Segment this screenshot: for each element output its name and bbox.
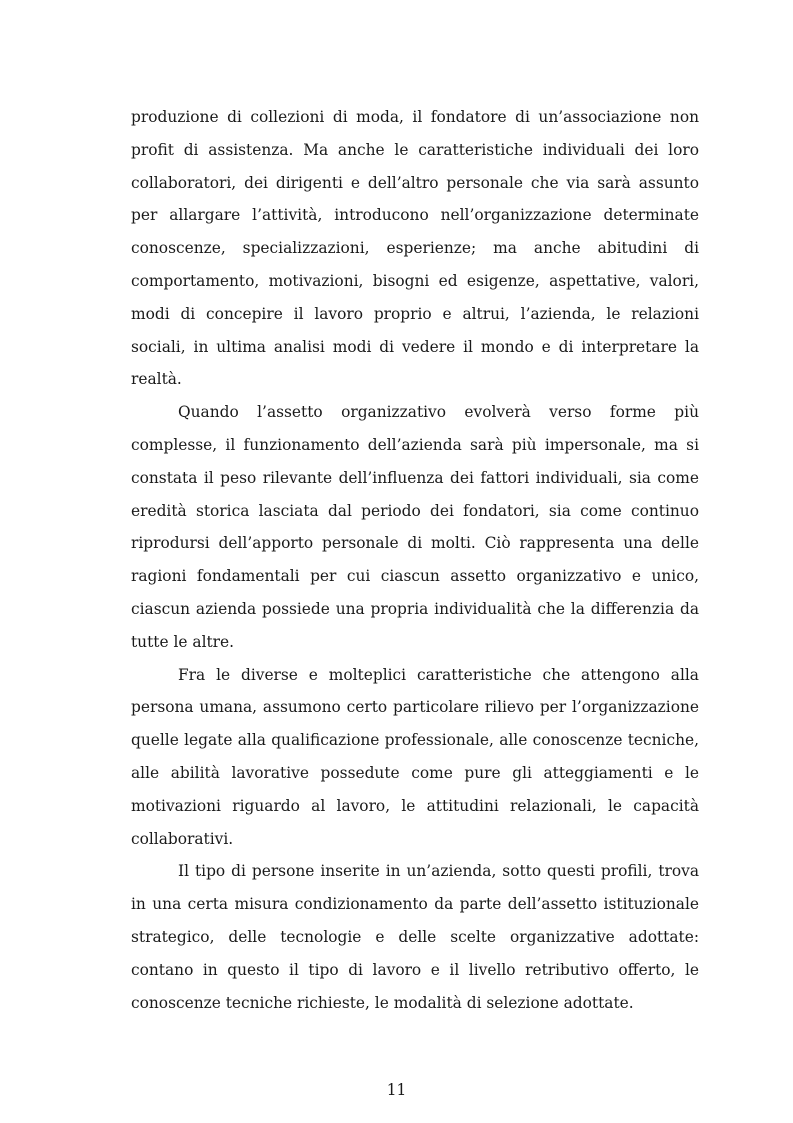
body-text	[131, 101, 699, 1019]
paragraph-assetto-organizzativo: Quando l’assetto organizzativo evolverà verso forme più complesse, il funzionamento dell’azienda sarà più impersonale, ma si constata il peso rilevante dell’influenza dei fattori individuali, sia come eredità storica lasciata dal periodo dei fondatori, sia come continuo riprodursi dell’apporto personale di molti. Ciò rappresenta una delle ragioni fondamentali per cui ciascun assetto organizzativo e unico, ciascun azienda possiede una propria individualità che la differenzia da tutte le altre.	[131, 403, 699, 651]
paragraph-tipo-di-persone: Il tipo di persone inserite in un’azienda, sotto questi profili, trova in una certa misura condizionamento da parte dell’assetto istituzionale strategico, delle tecnologie e delle scelte organizzative adottate: contano in questo il tipo di lavoro e il livello retributivo offerto, le conoscenze tecniche richieste, le modalità di selezione adottate.	[131, 862, 699, 1012]
paragraph-continuation: produzione di collezioni di moda, il fondatore di un’associazione non profit di assistenza. Ma anche le caratteristiche individuali dei loro collaboratori, dei dirigenti e dell’altro personale che via sarà assunto per allargare l’attività, introducono nell’organizzazione determinate conoscenze, specializzazioni, esperienze; ma anche abitudini di comportamento, motivazioni, bisogni ed esigenze, aspettative, valori, modi di concepire il lavoro proprio e altrui, l’azienda, le relazioni sociali, in ultima analisi modi di vedere il mondo e di interpretare la realtà.	[131, 108, 699, 389]
paragraph-caratteristiche-persona: Fra le diverse e molteplici caratteristiche che attengono alla persona umana, assumono certo particolare rilievo per l’organizzazione quelle legate alla qualificazione professionale, alle conoscenze tecniche, alle abilità lavorative possedute come pure gli atteggiamenti e le motivazioni riguardo al lavoro, le attitudini relazionali, le capacità collaborativi.	[131, 665, 699, 848]
page-number: 11	[386, 1081, 407, 1099]
